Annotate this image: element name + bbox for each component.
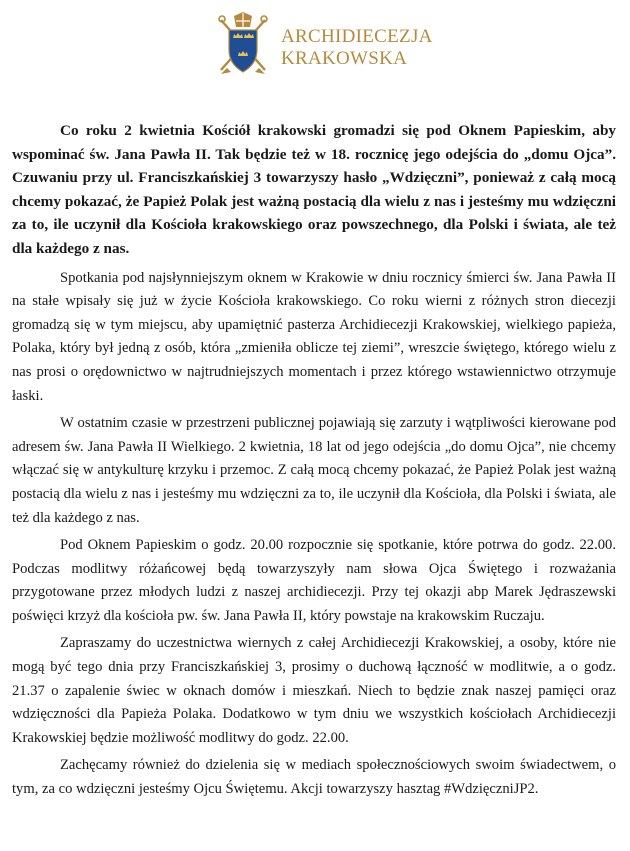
page-header xyxy=(217,12,457,78)
article-body xyxy=(12,119,616,806)
coat-of-arms-icon xyxy=(217,12,269,78)
article-paragraph: Spotkania pod najsłynniejszym oknem w Krakowie w dniu rocznicy śmierci św. Jana Pawła II na stałe wpisały się już w życie Kościoła krakowskiego. Co roku wierni z różnych stron diecezji gromadzą się w tym miejscu, aby upamiętnić pasterza Archidiecezji Krakowskiej, wielkiego papieża, Polaka, który był jedną z osób, która „zmieniła oblicze tej ziemi”, wreszcie świętego, którego wielu z nas prosi o orędownictwo w najtrudniejszych momentach i przez którego wstawiennictwo otrzymuje łaski. xyxy=(12,269,616,404)
organization-name-line2: KRAKOWSKA xyxy=(281,48,408,69)
article-paragraph: Zachęcamy również do dzielenia się w mediach społecznościowych swoim świadectwem, o tym, za co wdzięczni jesteśmy Ojcu Świętemu. Akcji towarzyszy hasztag #WdzięczniJP2. xyxy=(12,757,616,798)
article-paragraph: Zapraszamy do uczestnictwa wiernych z całej Archidiecezji Krakowskiej, a osoby, które nie mogą być tego dnia przy Franciszkańskiej 3, prosimy o duchową łączność w modlitwie, a o godz. 21.37 o zapalenie świec w oknach domów i mieszkań. Niech to będzie znak naszej pamięci oraz wdzięczności dla Papieża Polaka. Dodatkowo w tym dniu we wszystkich kościołach Archidiecezji Krakowskiej będzie możliwość modlitwy do godz. 22.00. xyxy=(12,635,616,746)
article-lead: Co roku 2 kwietnia Kościół krakowski gromadzi się pod Oknem Papieskim, aby wspominać św. Jana Pawła II. Tak będzie też w 18. rocznicę jego odejścia do „domu Ojca”. Czuwaniu przy ul. Franciszkańskiej 3 towarzyszy hasło „Wdzięczni”, ponieważ z całą mocą chcemy pokazać, że Papież Polak jest ważną postacią dla wielu z nas i jesteśmy mu wdzięczni za to, ile uczynił dla Kościoła krakowskiego oraz powszechnego, dla Polski i świata, ale też dla każdego z nas. xyxy=(12,122,616,257)
organization-name xyxy=(281,26,433,70)
organization-name-line1: ARCHIDIECEZJA xyxy=(281,26,433,47)
article-paragraph: Pod Oknem Papieskim o godz. 20.00 rozpocznie się spotkanie, które potrwa do godz. 22.00. Podczas modlitwy różańcowej będą towarzyszyły nam słowa Ojca Świętego i rozważania przygotowane przez młodych ludzi z naszej archidiecezji. Przy tej okazji abp Marek Jędraszewski poświęci krzyż dla kościoła pw. św. Jana Pawła II, który powstaje na krakowskim Ruczaju. xyxy=(12,537,616,624)
article-paragraph: W ostatnim czasie w przestrzeni publicznej pojawiają się zarzuty i wątpliwości kierowane pod adresem św. Jana Pawła II Wielkiego. 2 kwietnia, 18 lat od jego odejścia „do domu Ojca”, nie chcemy włączać się w antykulturę krzyku i przemoc. Z całą mocą chcemy pokazać, że Papież Polak jest ważną postacią dla wielu z nas i jesteśmy mu wdzięczni za to, ile uczynił dla Kościoła, dla Polski i świata, ale też dla każdego z nas. xyxy=(12,415,616,526)
